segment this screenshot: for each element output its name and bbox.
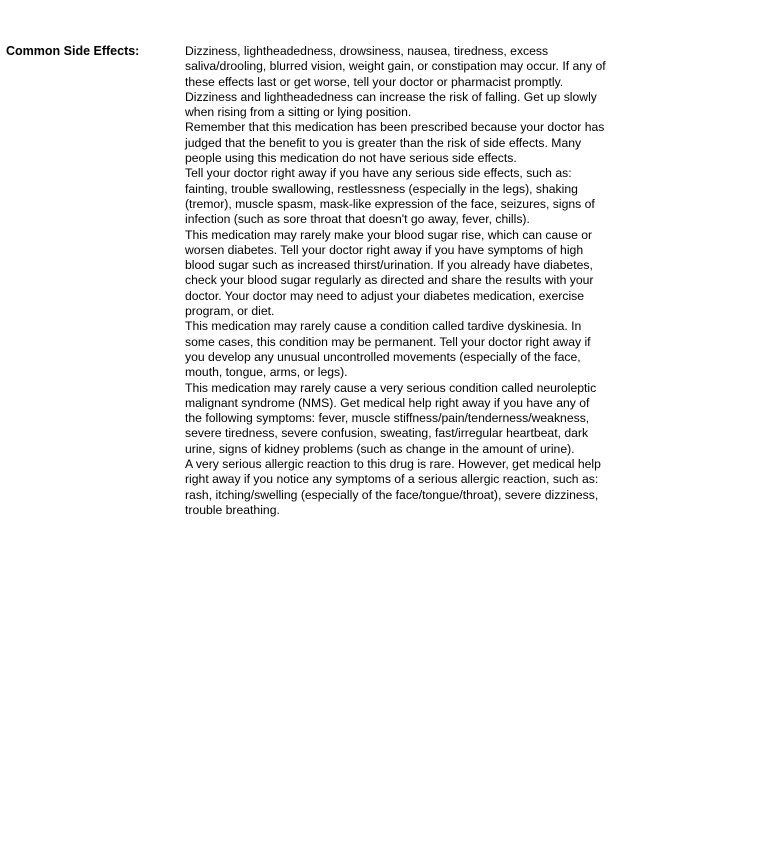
paragraph-fall-risk: Dizziness and lightheadedness can increase the risk of falling. Get up slowly when rising from a sitting or lying position. <box>185 89 597 120</box>
paragraph-nms: This medication may rarely cause a very serious condition called neuroleptic malignant syndrome (NMS). Get medical help right away if you have any of the following symptoms: fever, muscle stiffness/pain/tenderness/weakness, severe tiredness, severe confusion, sweating, fast/irregular heartbeat, dark urine, signs of kidney problems (such as change in the amount of urine). <box>185 380 597 456</box>
section-content <box>185 44 609 518</box>
paragraph-serious-effects: Tell your doctor right away if you have any serious side effects, such as: fainting, trouble swallowing, restlessness (especially in the legs), shaking (tremor), muscle spasm, mask-like expression of the face, seizures, signs of infection (such as sore throat that doesn't go away, fever, chills). <box>185 166 595 227</box>
paragraph-common-effects: Dizziness, lightheadedness, drowsiness, nausea, tiredness, excess saliva/drooling, blurred vision, weight gain, or constipation may occur. If any of these effects last or get worse, tell your doctor or pharmacist promptly. <box>185 44 606 89</box>
paragraph-blood-sugar: This medication may rarely make your blood sugar rise, which can cause or worsen diabetes. Tell your doctor right away if you have symptoms of high blood sugar such as increased thirst/urination. If you already have diabetes, check your blood sugar regularly as directed and share the results with your doctor. Your doctor may need to adjust your diabetes medication, exercise program, or diet. <box>185 227 594 319</box>
paragraph-benefit-risk: Remember that this medication has been prescribed because your doctor has judged that the benefit to you is greater than the risk of side effects. Many people using this medication do not have serious side effects. <box>185 120 605 166</box>
paragraph-allergic-reaction: A very serious allergic reaction to this drug is rare. However, get medical help right away if you notice any symptoms of a serious allergic reaction, such as: rash, itching/swelling (especially of the face/tongue/throat), severe dizziness, trouble breathing. <box>185 457 601 517</box>
paragraph-tardive-dyskinesia: This medication may rarely cause a condition called tardive dyskinesia. In some cases, this condition may be permanent. Tell your doctor right away if you develop any unusual uncontrolled movements (especially of the face, mouth, tongue, arms, or legs). <box>185 319 591 380</box>
section-label: Common Side Effects: <box>6 44 140 58</box>
